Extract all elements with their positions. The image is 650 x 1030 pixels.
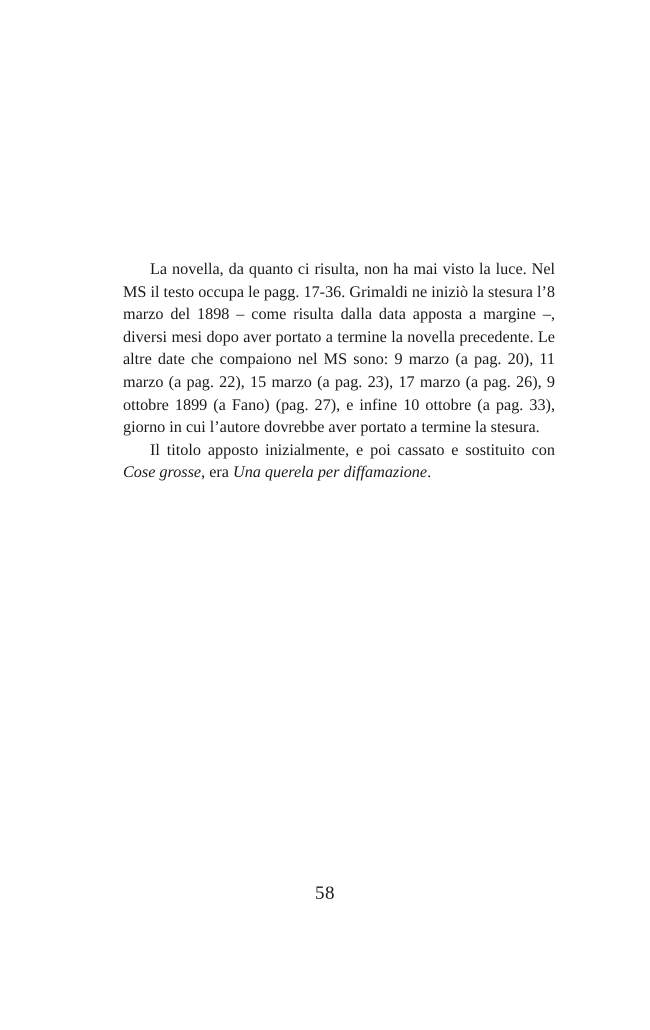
title-text-part-2: , era — [201, 463, 233, 482]
page-number: 58 — [315, 883, 335, 904]
title-text-part-3: . — [427, 463, 432, 482]
paragraph-title-history — [123, 439, 555, 484]
new-title: Cose grosse — [123, 463, 202, 482]
original-title: Una querela per diffamazione — [233, 463, 428, 482]
title-text-part-1: Il titolo apposto inizialmente, e poi cassato e sostituito con — [150, 440, 555, 459]
paragraph-date-history: La novella, da quanto ci risulta, non ha mai visto la luce. Nel MS il testo occupa le pagg. 17-36. Grimaldi ne iniziò la stesura l’8 marzo del 1898 – come risulta dalla data apposta a margine –, diversi mesi dopo aver portato a termine la novella precedente. Le altre date che compaiono nel MS sono: 9 marzo (a pag. 20), 11 marzo (a pag. 22), 15 marzo (a pag. 23), 17 marzo (a pag. 26), 9 ottobre 1899 (a Fano) (pag. 27), e infine 10 ottobre (a pag. 33), giorno in cui l’autore dovrebbe aver portato a termine la stesura. — [123, 260, 555, 437]
note-text — [123, 258, 555, 484]
